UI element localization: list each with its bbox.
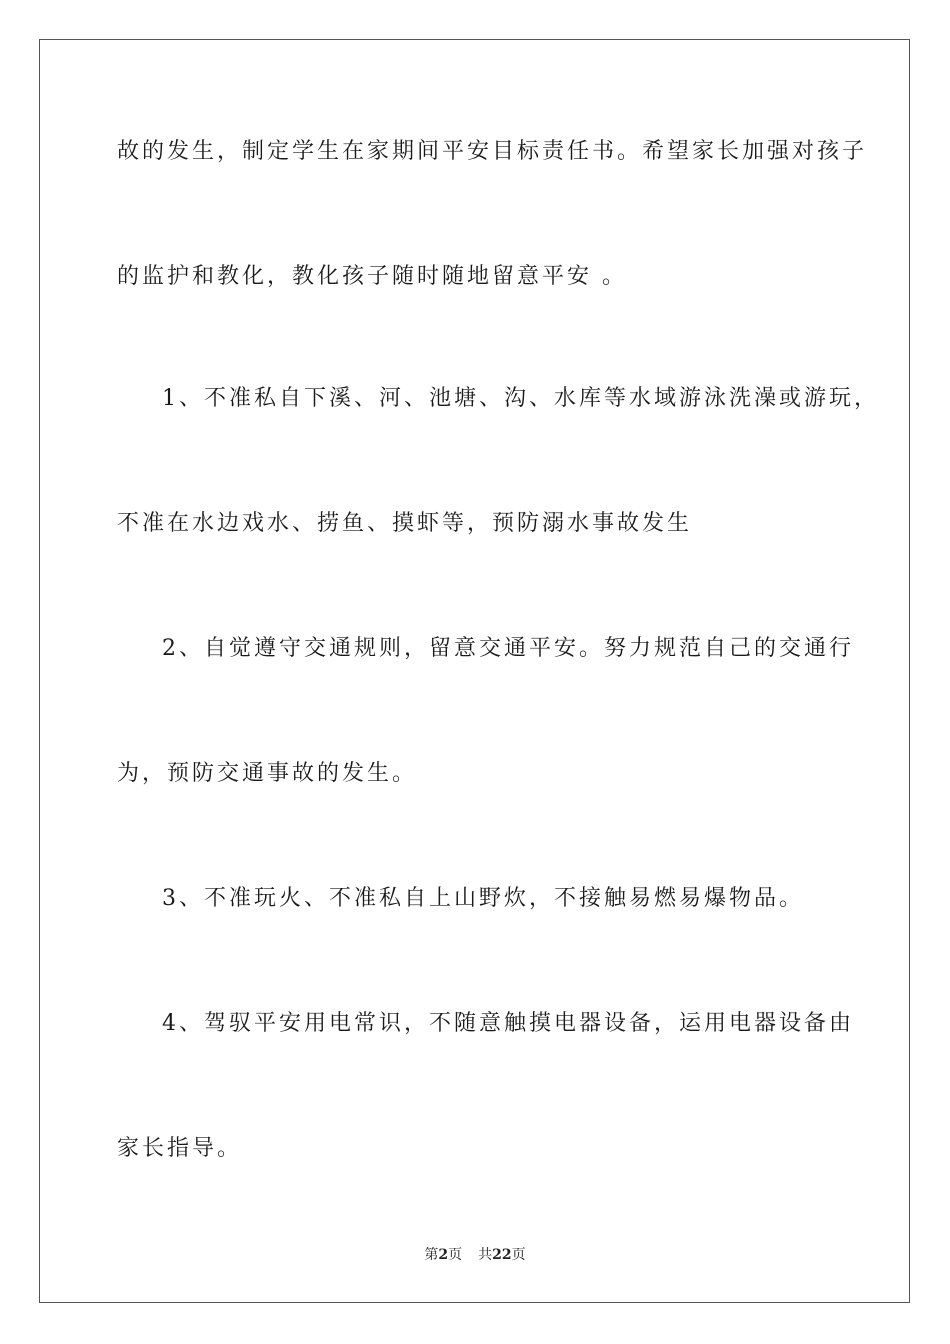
page-prefix: 第 [424,1247,439,1263]
body-line-1: 故的发生，制定学生在家期间平安目标责任书。希望家长加强对孩子 [117,139,868,164]
rule-2-line-2: 为，预防交通事故的发生。 [117,761,418,786]
total-suffix: 页 [511,1247,526,1263]
body-line-2: 的监护和教化，教化孩子随时随地留意平安 。 [117,264,627,289]
rule-4-line-2: 家长指导。 [117,1136,243,1161]
page-border [39,39,910,1303]
page-number: 2 [438,1247,449,1263]
total-prefix: 共 [478,1247,493,1263]
total-pages: 22 [492,1247,512,1263]
rule-1-line-1: 1、不准私自下溪、河、池塘、沟、水库等水域游泳洗澡或游玩， [162,386,879,411]
rule-2-line-1: 2、自觉遵守交通规则，留意交通平安。努力规范自己的交通行 [162,636,854,661]
page-footer [0,1246,950,1264]
page-suffix: 页 [448,1247,463,1263]
rule-1-line-2: 不准在水边戏水、捞鱼、摸虾等，预防溺水事故发生 [117,511,693,536]
rule-3-line-1: 3、不准玩火、不准私自上山野炊，不接触易燃易爆物品。 [162,886,804,911]
rule-4-line-1: 4、驾驭平安用电常识，不随意触摸电器设备，运用电器设备由 [162,1011,854,1036]
